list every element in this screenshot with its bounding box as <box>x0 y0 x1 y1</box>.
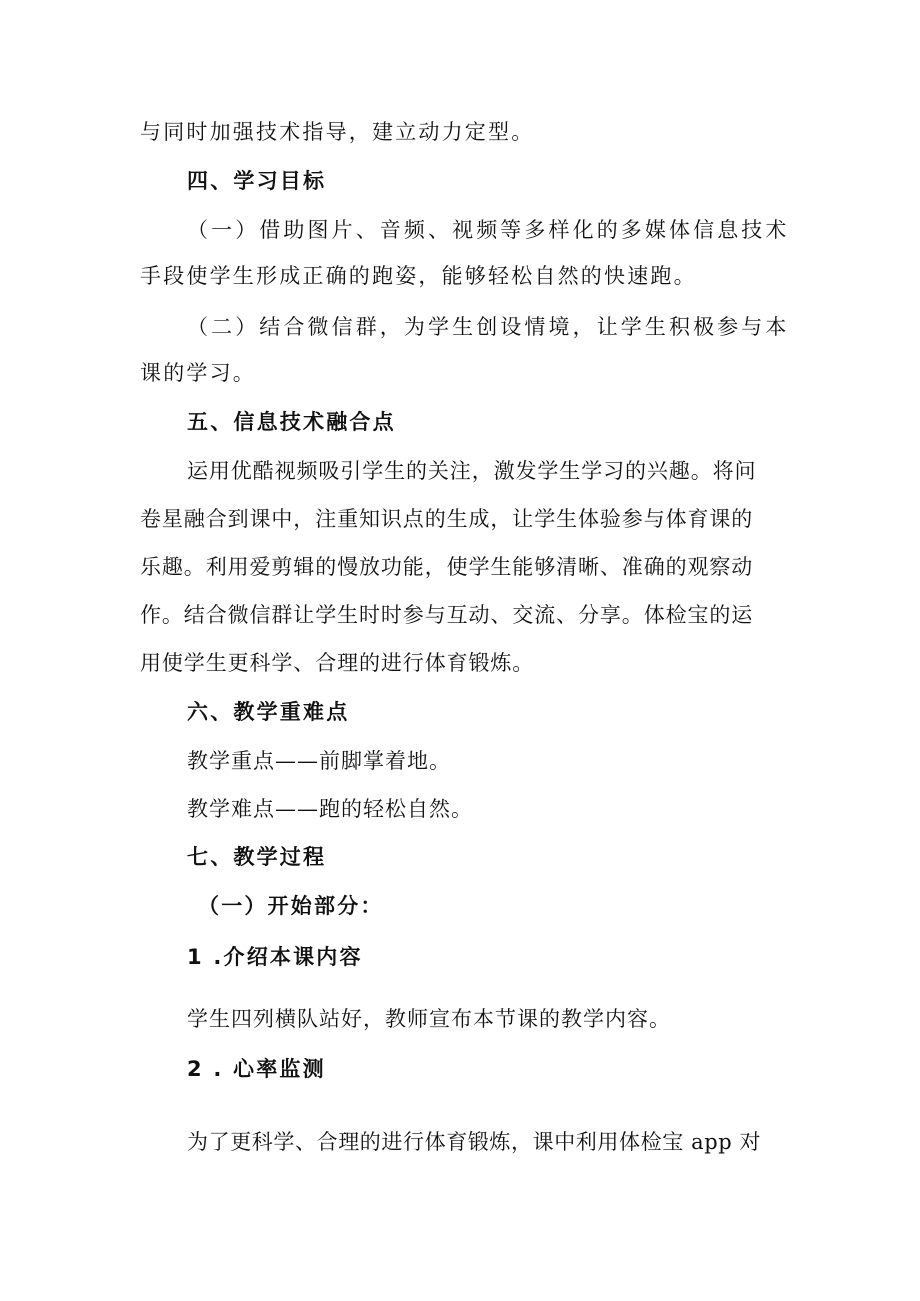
objective-1-line-2: 手段使学生形成正确的跑姿，能够轻松自然的快速跑。 <box>140 264 697 288</box>
difficult-point: 教学难点——跑的轻松自然。 <box>187 797 473 821</box>
section-heading-7: 七、教学过程 <box>187 845 327 869</box>
objective-2-line-1: （二）结合微信群，为学生创设情境，让学生积极参与本 <box>187 315 790 339</box>
section-heading-6: 六、教学重难点 <box>187 700 350 724</box>
paragraph-5-line-3: 乐趣。利用爱剪辑的慢放功能，使学生能够清晰、准确的观察动 <box>140 555 754 579</box>
paragraph-5-line-2: 卷星融合到课中，注重知识点的生成，让学生体验参与体育课的 <box>140 507 754 531</box>
paragraph-line: 与同时加强技术指导，建立动力定型。 <box>140 120 535 144</box>
paragraph-5-line-5: 用使学生更科学、合理的进行体育锻炼。 <box>140 651 535 675</box>
item-2-title: 2 . 心率监测 <box>187 1057 326 1081</box>
section-heading-4: 四、学习目标 <box>187 169 327 193</box>
item-2-text: 为了更科学、合理的进行体育锻炼，课中利用体检宝 app 对 <box>187 1130 762 1154</box>
section-heading-5: 五、信息技术融合点 <box>187 410 396 434</box>
item-1-text: 学生四列横队站好，教师宣布本节课的教学内容。 <box>187 1007 671 1031</box>
objective-1-line-1: （一）借助图片、音频、视频等多样化的多媒体信息技术 <box>187 218 790 242</box>
objective-2-line-2: 课的学习。 <box>140 361 256 385</box>
item-1-title: 1 .介绍本课内容 <box>187 945 363 969</box>
paragraph-5-line-1: 运用优酷视频吸引学生的关注，激发学生学习的兴趣。将问 <box>187 459 757 483</box>
paragraph-5-line-4: 作。结合微信群让学生时时参与互动、交流、分享。体检宝的运 <box>140 603 754 627</box>
key-point: 教学重点——前脚掌着地。 <box>187 749 451 773</box>
subsection-heading-1: （一）开始部分： <box>198 894 384 918</box>
